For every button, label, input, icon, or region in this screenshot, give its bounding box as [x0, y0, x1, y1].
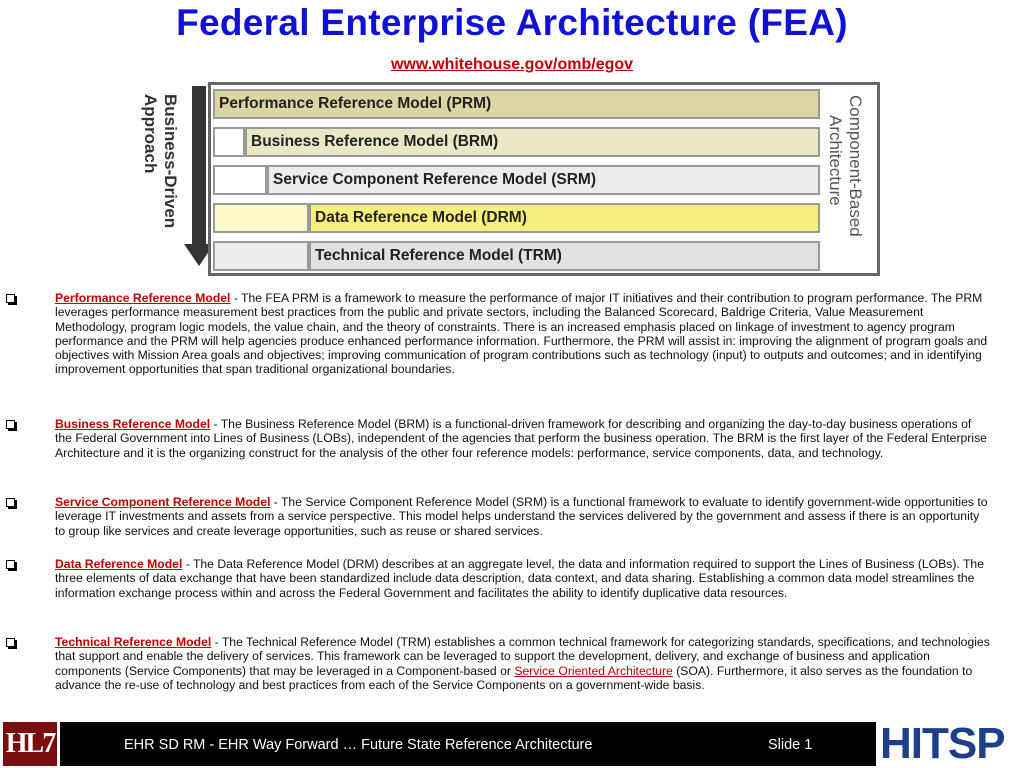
- layer-frame: [208, 82, 880, 276]
- list-item: [55, 495, 990, 538]
- layer-brm: [245, 127, 820, 157]
- layer-spacer: [213, 203, 309, 233]
- footer-text: EHR SD RM - EHR Way Forward … Future State Reference Architecture: [124, 737, 593, 753]
- business-driven-label: [140, 90, 196, 250]
- layer-spacer: [213, 127, 245, 157]
- hitsp-logo-tsp: TSP: [922, 719, 1005, 768]
- source-url-link[interactable]: www.whitehouse.gov/omb/egov: [390, 56, 634, 73]
- component-based-text: Component-Based: [846, 95, 865, 237]
- layer-srm: [267, 165, 820, 195]
- trm-link[interactable]: Technical Reference Model: [55, 635, 212, 649]
- hitsp-logo: [880, 719, 1022, 768]
- layer-srm-label: Service Component Reference Model (SRM): [273, 171, 596, 188]
- layer-brm-label: Business Reference Model (BRM): [251, 133, 499, 150]
- down-arrow-icon: [192, 86, 206, 246]
- layer-spacer: [213, 241, 309, 271]
- checkbox-bullet-icon: [6, 560, 15, 569]
- layer-trm-label: Technical Reference Model (TRM): [315, 247, 562, 264]
- fea-diagram: [140, 82, 876, 274]
- list-item: [55, 557, 990, 600]
- checkbox-bullet-icon: [6, 420, 15, 429]
- brm-link[interactable]: Business Reference Model: [55, 417, 211, 431]
- layer-drm-label: Data Reference Model (DRM): [315, 209, 527, 226]
- layer-prm: [213, 89, 820, 119]
- bullet-text: - The Technical Reference Model (TRM) establishes a common technical framework for categorizing standards, specifications, and technologies that support and enable the delivery of services. This framework can be leveraged to support the development, delivery, and exchange of business and application components (Service Components) that may be leveraged in a Component-based or: [55, 635, 990, 678]
- list-item: [55, 291, 990, 377]
- bullet-text: - The Business Reference Model (BRM) is a functional-driven framework for describing and organizing the day-to-day business operations of the Federal Government into Lines of Business (LOBs), independent of the agencies that perform the business operation. The BRM is the first layer of the Federal Enterprise Architecture and it is the organizing construct for the analysis of the other four reference models: performance, service components, data, and technology.: [55, 417, 987, 460]
- bullet-text: - The Data Reference Model (DRM) describes at an aggregate level, the data and information required to support the Lines of Business (LOBs). The three elements of data exchange that have been standardized include data description, data context, and data sharing. Establishing a common data model streamlines the information exchange process within and across the Federal Government and facilitates the ability to identify duplicative data resources.: [55, 557, 984, 600]
- bullet-text: - The Service Component Reference Model (SRM) is a functional framework to evaluate to identify government-wide opportunities to leverage IT investments and assets from a service perspective. This model helps understand the services delivered by the government and assess if there is an opportunity to group like services and create leverage opportunities, such as reuse or shared services.: [55, 495, 988, 538]
- slide-number: Slide 1: [768, 737, 813, 753]
- layer-trm: [309, 241, 820, 271]
- architecture-text: Architecture: [826, 115, 845, 206]
- hitsp-logo-hi: HI: [880, 719, 922, 768]
- footer: [0, 720, 1024, 768]
- soa-link[interactable]: Service Oriented Architecture: [514, 663, 673, 678]
- layer-drm: [309, 203, 820, 233]
- approach-text: Approach: [141, 94, 160, 174]
- bullet-text: - The FEA PRM is a framework to measure the performance of major IT initiatives and their contribution to program performance. The PRM leverages performance measurement best practices from the public and private sectors, including the Balanced Scorecard, Baldrige Criteria, Value Measurement Methodology, program logic models, the value chain, and the theory of constraints. There is an increased emphasis placed on linkage of investment to agency program performance and the PRM will help agencies produce enhanced performance information. Furthermore, the PRM will assist in: improving the alignment of program goals and objectives with Mission Area goals and objectives; improving communication of program contributions such as technology (input) to outputs and outcomes; and in identifying improvement opportunities that span traditional organizational boundaries.: [55, 291, 988, 377]
- footer-bar: [60, 722, 876, 766]
- checkbox-bullet-icon: [6, 294, 15, 303]
- prm-link[interactable]: Performance Reference Model: [55, 291, 231, 305]
- list-item: [55, 417, 990, 460]
- srm-link[interactable]: Service Component Reference Model: [55, 495, 271, 509]
- checkbox-bullet-icon: [6, 498, 15, 507]
- list-item: [55, 635, 990, 692]
- hl7-logo: HL7: [3, 722, 57, 766]
- checkbox-bullet-icon: [6, 638, 15, 647]
- drm-link[interactable]: Data Reference Model: [55, 557, 183, 571]
- slide-title: Federal Enterprise Architecture (FEA): [176, 2, 848, 43]
- layer-spacer: [213, 165, 267, 195]
- business-driven-text: Business-Driven: [161, 94, 180, 229]
- layer-prm-label: Performance Reference Model (PRM): [219, 95, 492, 112]
- bullet-text: (SOA). Furthermore, it also serves as the foundation to advance the re-use of technology and best practices from each of the Service Components on a government-wide basis.: [55, 663, 973, 692]
